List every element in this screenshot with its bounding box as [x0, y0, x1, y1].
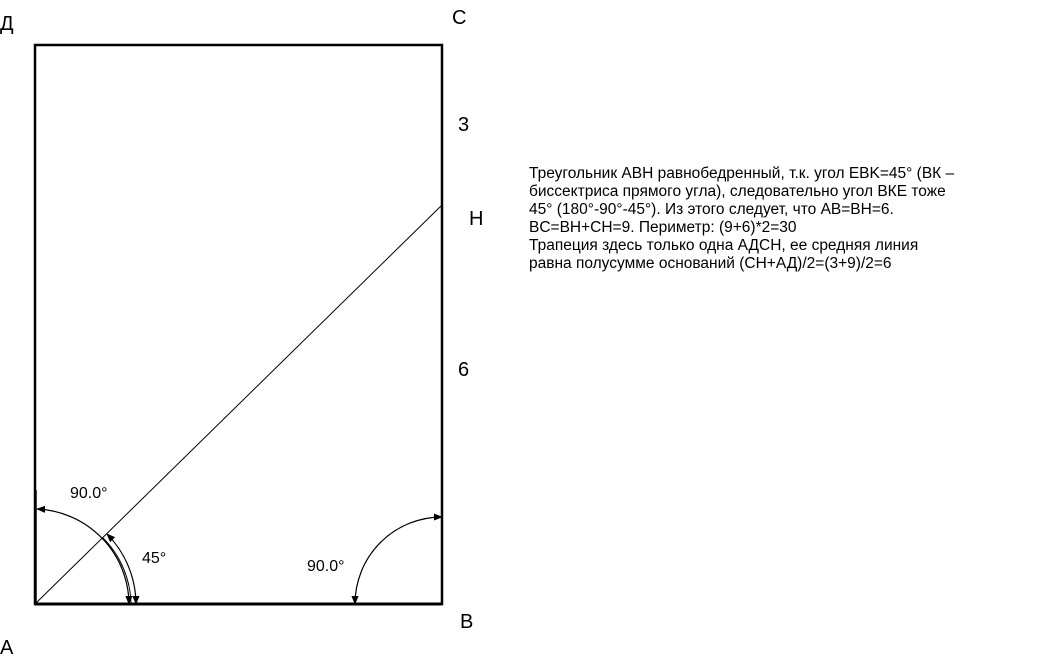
rectangle-abcd	[35, 45, 442, 604]
solution-line: биссектриса прямого угла), следовательно угол ВКЕ тоже	[529, 183, 946, 200]
angle-label-a-right: 90.0°	[70, 485, 108, 502]
segment-label-ch: 3	[458, 114, 470, 136]
vertex-label-d: Д	[0, 13, 14, 35]
solution-text	[529, 165, 1049, 273]
angle-label-a-bisect: 45°	[142, 550, 167, 567]
solution-line: 45° (180°-90°-45°). Из этого следует, что AB=BH=6.	[529, 201, 894, 218]
segment-label-bh: 6	[458, 359, 470, 381]
angle-arc-a-bisect-inner	[103, 538, 131, 604]
solution-line: Треугольник ABH равнобедренный, т.к. угол EBK=45° (ВК –	[529, 165, 955, 182]
vertex-label-a: A	[0, 637, 14, 659]
angle-label-b-right: 90.0°	[307, 558, 345, 575]
solution-line: равна полусумме оснований (CH+АД)/2=(3+9)/2=6	[529, 255, 892, 272]
solution-line: BC=BH+CH=9. Периметр: (9+6)*2=30	[529, 219, 797, 236]
bisector-ah	[35, 205, 442, 604]
vertex-label-b: B	[460, 611, 474, 633]
angle-arc-b-right	[355, 517, 442, 604]
vertex-label-c: C	[452, 7, 467, 29]
solution-line: Трапеция здесь только одна АДСН, ее средняя линия	[529, 237, 919, 254]
vertex-label-h: H	[469, 208, 484, 230]
